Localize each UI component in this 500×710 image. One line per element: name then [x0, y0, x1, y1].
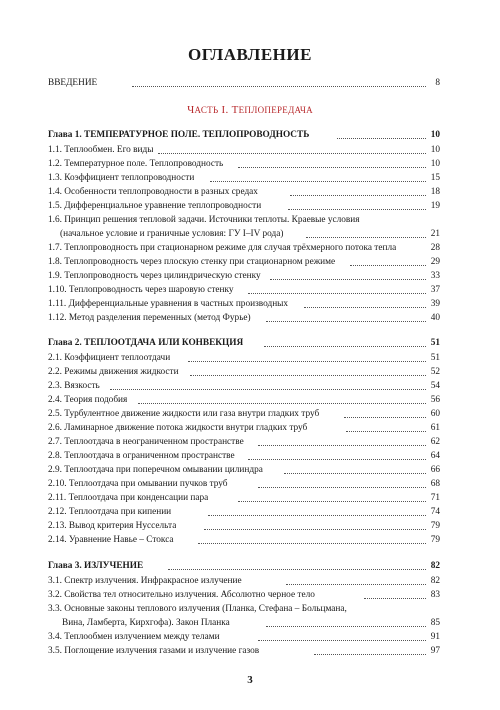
toc-entry: 2.12. Теплоотдача при кипении 74	[48, 507, 440, 517]
dot-leader	[264, 346, 426, 347]
toc-entry: 2.13. Вывод критерия Нуссельта 79	[48, 521, 440, 531]
toc-entry: 1.12. Метод разделения переменных (метод Фурье) 40	[48, 313, 440, 323]
toc-entry: 1.1. Теплообмен. Его виды 10	[48, 145, 440, 155]
chapter-1-heading	[48, 128, 440, 142]
dot-leader	[132, 86, 426, 87]
chapter-title: Глава 2. ТЕПЛООТДАЧА ИЛИ КОНВЕКЦИЯ	[48, 338, 244, 348]
toc-entry: 2.7. Теплоотдача в неограниченном пространстве 62	[48, 437, 440, 447]
chapter-2-heading	[48, 336, 440, 350]
toc-entry: 1.5. Дифференциальное уравнение теплопроводности 19	[48, 201, 440, 211]
toc-entry: 1.10. Теплопроводность через шаровую стенку 37	[48, 285, 440, 295]
chapter-title: Глава 3. ИЗЛУЧЕНИЕ	[48, 561, 144, 571]
toc-entry: 1.8. Теплопроводность через плоскую стенку при стационарном режиме 29	[48, 257, 440, 267]
toc-entry: 3.5. Поглощение излучения газами и излучение газов 97	[48, 646, 440, 656]
toc-entry: 1.6. Принцип решения тепловой задачи. Источники теплоты. Краевые условия (начальное условие и граничные условия: ГУ I–IV рода) 21	[48, 215, 440, 239]
chapter-title: Глава 1. ТЕМПЕРАТУРНОЕ ПОЛЕ. ТЕПЛОПРОВОДНОСТЬ	[48, 130, 310, 140]
toc-entry: 1.9. Теплопроводность через цилиндрическую стенку 33	[48, 271, 440, 281]
toc-entry-title: ВВЕДЕНИЕ	[48, 78, 98, 88]
toc-entry: 2.8. Теплоотдача в ограниченном пространстве 64	[48, 451, 440, 461]
toc-entry: 3.1. Спектр излучения. Инфракрасное излучение 82	[48, 576, 440, 586]
toc-entry: 2.1. Коэффициент теплоотдачи 51	[48, 353, 440, 363]
chapter-page: 10	[430, 130, 440, 140]
toc-entry-page: 8	[435, 78, 440, 88]
toc-entry: 1.3. Коэффициент теплопроводности 15	[48, 173, 440, 183]
toc-heading: ОГЛАВЛЕНИЕ	[188, 45, 312, 64]
chapter-page: 82	[430, 561, 440, 571]
toc-entry: 3.2. Свойства тел относительно излучения. Абсолютно черное тело 83	[48, 590, 440, 600]
toc-entry: 1.2. Температурное поле. Теплопроводность 10	[48, 159, 440, 169]
toc-entry: 2.3. Вязкость 54	[48, 381, 440, 391]
toc-entry: 2.2. Режимы движения жидкости 52	[48, 367, 440, 377]
toc-entry: 2.9. Теплоотдача при поперечном омывании цилиндра 66	[48, 465, 440, 475]
toc-entry: 2.11. Теплоотдача при конденсации пара 71	[48, 493, 440, 503]
toc-entry: 2.10. Теплоотдача при омывании пучков труб 68	[48, 479, 440, 489]
toc-entry: 1.11. Дифференциальные уравнения в частных производных 39	[48, 299, 440, 309]
part-heading: ЧАСТЬ I. ТЕПЛОПЕРЕДАЧА	[187, 104, 313, 116]
dot-leader	[168, 569, 426, 570]
toc-entry: 2.6. Ламинарное движение потока жидкости внутри гладких труб 61	[48, 423, 440, 433]
toc-entry: 1.4. Особенности теплопроводности в разных средах 18	[48, 187, 440, 197]
toc-entry: 2.14. Уравнение Навье – Стокса 79	[48, 535, 440, 545]
toc-entry: 2.5. Турбулентное движение жидкости или газа внутри гладких труб 60	[48, 409, 440, 419]
toc-entry: 3.3. Основные законы теплового излучения (Планка, Стефана – Больцмана, Вина, Ламберта, Кирхгофа). Закон Планка 85	[48, 604, 440, 628]
toc-entry: 1.7. Теплопроводность при стационарном режиме для случая трёхмерного потока тепла 28	[48, 243, 440, 253]
chapter-3-heading	[48, 559, 440, 573]
toc-entry: 2.4. Теория подобия 56	[48, 395, 440, 405]
toc-entry: 3.4. Теплообмен излучением между телами 91	[48, 632, 440, 642]
dot-leader	[337, 138, 426, 139]
toc-entry-intro	[48, 76, 440, 90]
chapter-page: 51	[430, 338, 440, 348]
page-number: 3	[247, 674, 253, 686]
